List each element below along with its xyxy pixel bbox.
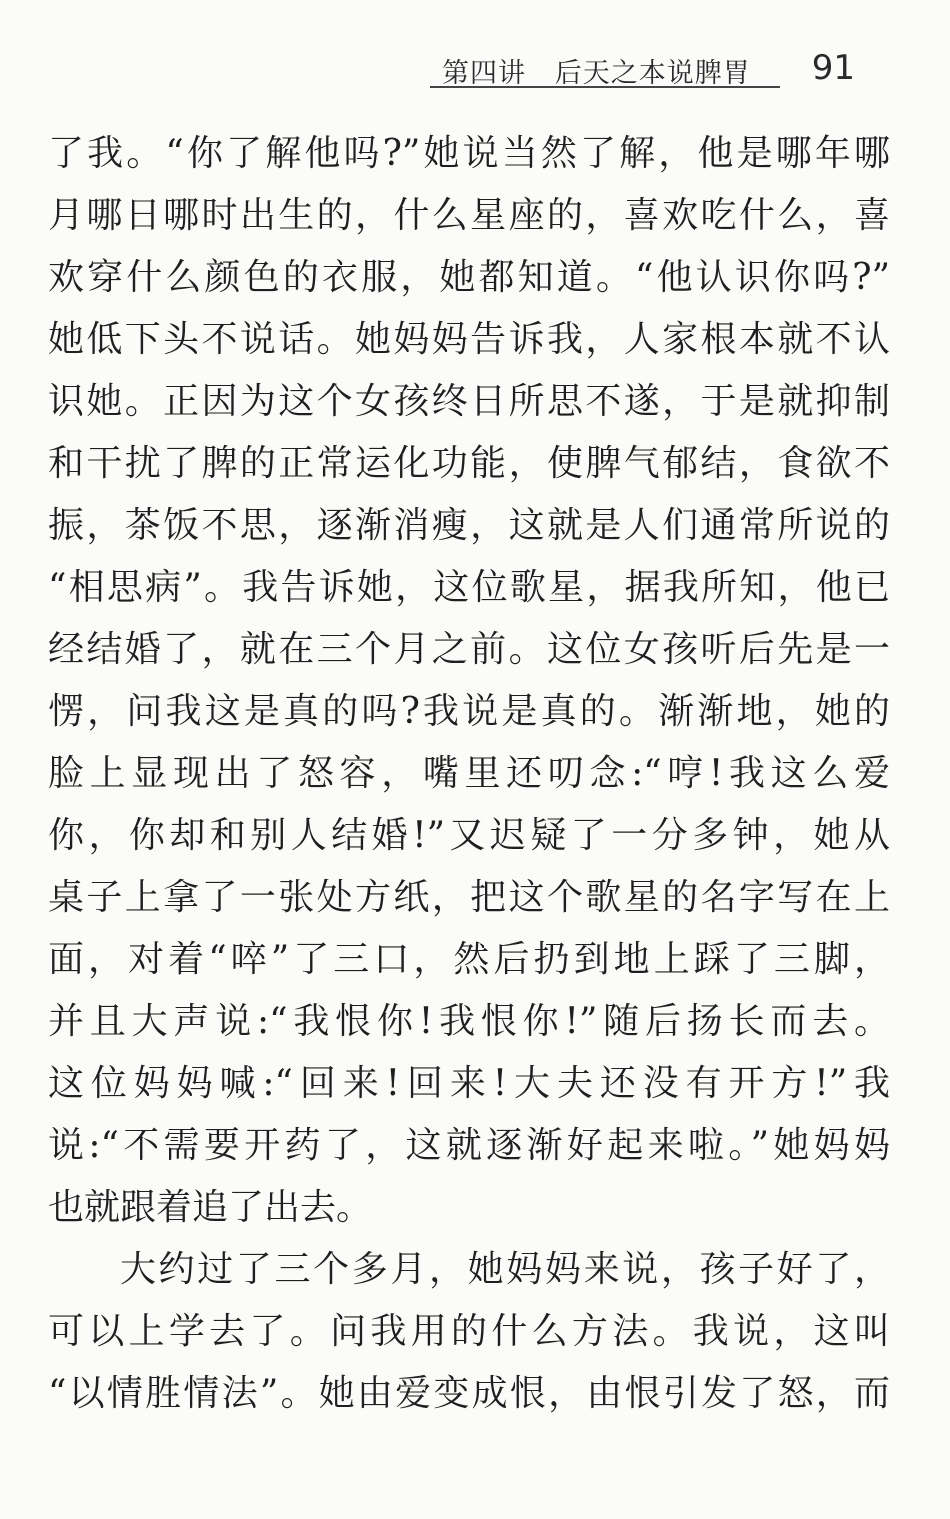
text-line: “以情胜情法”。她由爱变成恨，由恨引发了怒，而 (48, 1373, 890, 1414)
header-rule (430, 86, 780, 88)
text-line: 她低下头不说话。她妈妈告诉我，人家根本就不认 (48, 319, 890, 360)
text-line: 你，你却和别人结婚!”又迟疑了一分多钟，她从 (48, 815, 890, 856)
page-number: 91 (811, 48, 855, 88)
text-line: 愣，问我这是真的吗?我说是真的。渐渐地，她的 (48, 691, 890, 732)
text-line: 面，对着“啐”了三口，然后扔到地上踩了三脚， (48, 939, 890, 980)
paragraph (48, 1239, 890, 1425)
text-line: 经结婚了，就在三个月之前。这位女孩听后先是一 (48, 629, 890, 670)
text-line: 这位妈妈喊:“回来!回来!大夫还没有开方!”我 (48, 1063, 890, 1104)
text-line: 识她。正因为这个女孩终日所思不遂，于是就抑制 (48, 381, 890, 422)
text-line: 月哪日哪时出生的，什么星座的，喜欢吃什么，喜 (48, 195, 890, 236)
text-line: 欢穿什么颜色的衣服，她都知道。“他认识你吗?” (48, 257, 890, 298)
text-line: 振，茶饭不思，逐渐消瘦，这就是人们通常所说的 (48, 505, 890, 546)
text-line: 说:“不需要开药了，这就逐渐好起来啦。”她妈妈 (48, 1125, 890, 1166)
text-line: 大约过了三个多月，她妈妈来说，孩子好了， (120, 1249, 890, 1290)
text-line: 也就跟着追了出去。 (48, 1187, 373, 1228)
text-line: 和干扰了脾的正常运化功能，使脾气郁结，食欲不 (48, 443, 890, 484)
page-header (430, 48, 855, 96)
text-line: 并且大声说:“我恨你!我恨你!”随后扬长而去。 (48, 1001, 890, 1042)
text-line: 了我。“你了解他吗?”她说当然了解，他是哪年哪 (48, 133, 890, 174)
paragraph (48, 123, 890, 1239)
running-title: 第四讲 后天之本说脾胃 (442, 58, 751, 89)
text-line: 脸上显现出了怒容，嘴里还叨念:“哼!我这么爱 (48, 753, 890, 794)
body-text (48, 123, 890, 1425)
text-line: 桌子上拿了一张处方纸，把这个歌星的名字写在上 (48, 877, 890, 918)
text-line: “相思病”。我告诉她，这位歌星，据我所知，他已 (48, 567, 890, 608)
text-line: 可以上学去了。问我用的什么方法。我说，这叫 (48, 1311, 890, 1352)
